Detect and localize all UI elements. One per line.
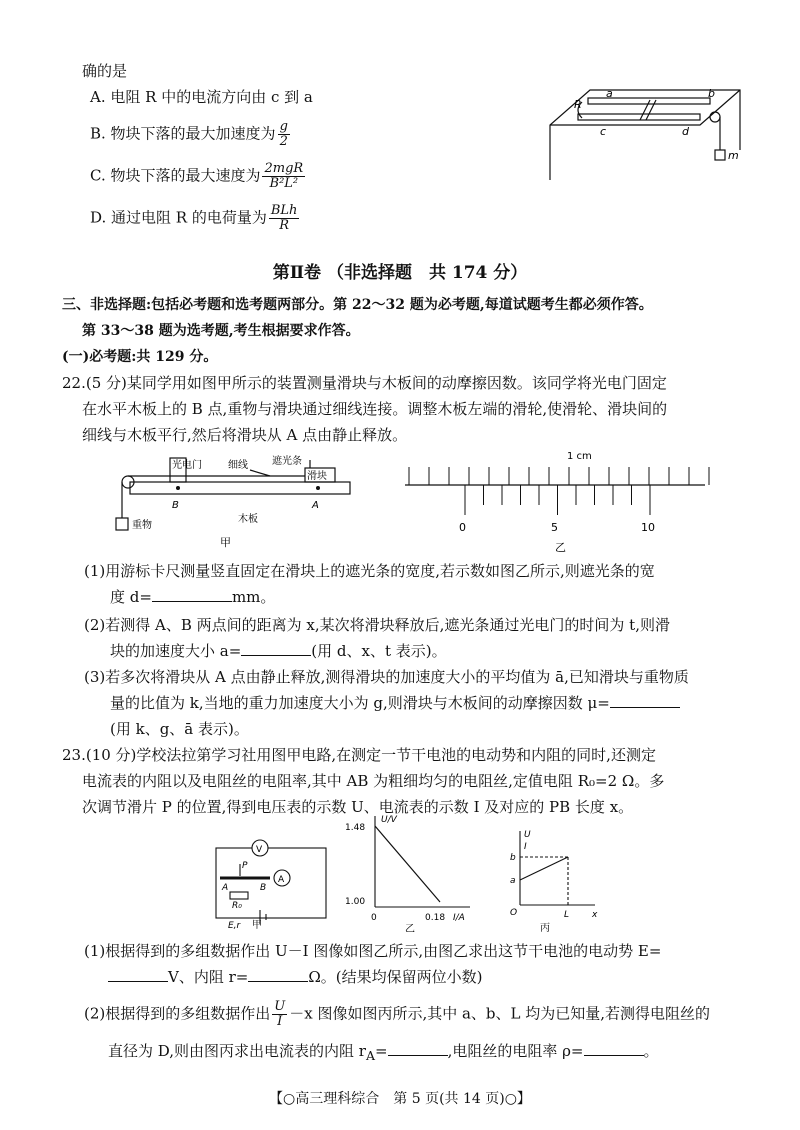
vernier-unit-label: 1 cm (567, 451, 592, 462)
q23-ui-graph (345, 812, 480, 932)
q21-option-d-text: D. 通过电阻 R 的电荷量为 (90, 208, 267, 227)
q21-option-b-text: B. 物块下落的最大加速度为 (90, 124, 276, 143)
ui-graph-line (375, 826, 440, 902)
q23-part2-text-4: ,电阻丝的电阻率 ρ= (447, 1042, 584, 1060)
point-a-dot (316, 486, 320, 490)
graph2-xlabel: I/A (453, 913, 465, 923)
vernier-label-5: 5 (551, 521, 558, 534)
answer-blank-d[interactable] (152, 601, 232, 602)
q22-part2-text: 块的加速度大小 a= (110, 642, 242, 660)
q21-option-d-fraction (269, 204, 300, 233)
label-weight: 重物 (132, 520, 152, 531)
q23-part2-equals: = (375, 1042, 388, 1060)
figure-caption-bing: 丙 (540, 923, 550, 934)
wire-label-A: A (222, 883, 229, 893)
fig-label-c: c (600, 125, 607, 138)
label-photogate: 光电门 (172, 460, 202, 471)
figure-caption-yi-2: 乙 (405, 924, 415, 932)
section-2-title: 第Ⅱ卷 （非选择题 共 174 分） (272, 263, 528, 283)
fraction-numerator: BLh (270, 203, 298, 218)
q23-part1-note: Ω。(结果均保留两位小数) (308, 968, 483, 986)
label-slider: 滑块 (307, 471, 327, 482)
q22-part3-line-1: (3)若多次将滑块从 A 点由静止释放,测得滑块的加速度大小的平均值为 ā,已知滑块与重物质 (84, 668, 689, 686)
graph2-origin-label: 0 (371, 913, 377, 923)
label-B: B (172, 500, 179, 511)
q21-option-b (90, 120, 292, 149)
q21-rails-figure (540, 80, 750, 190)
q22-part3-line-2 (110, 692, 680, 714)
fig-label-a: a (606, 87, 613, 100)
q23-part1-line-1: (1)根据得到的多组数据作出 U－I 图像如图乙所示,由图乙求出这节干电池的电动势 E= (84, 942, 662, 960)
q22-line-1: 22.(5 分)某同学用如图甲所示的装置测量滑块与木板间的动摩擦因数。该同学将光电门固定 (62, 374, 667, 392)
graph3-label-L: L (564, 910, 570, 920)
q22-part3-text: 量的比值为 k,当地的重力加速度大小为 g,则滑块与木板间的动摩擦因数 μ= (110, 694, 610, 712)
q21-option-c-text: C. 物块下落的最大速度为 (90, 166, 261, 185)
q22-line-3: 细线与木板平行,然后将滑块从 A 点由静止释放。 (82, 426, 408, 444)
fig-label-d: d (682, 125, 689, 138)
fraction-numerator: g (279, 119, 288, 134)
required-part-heading: (一)必考题:共 129 分。 (62, 349, 218, 365)
q23-part2-end: 。 (643, 1042, 659, 1060)
answer-blank-rho[interactable] (584, 1055, 644, 1056)
q23-part2-line-1 (84, 1000, 710, 1029)
subscript-A: A (365, 1048, 375, 1063)
figure-caption-jia: 甲 (220, 536, 231, 549)
label-string: 细线 (228, 460, 248, 471)
graph2-x-end-tick: 0.18 (425, 913, 446, 923)
graph2-ylabel: U/V (381, 815, 397, 825)
q22-part2-line-1: (2)若测得 A、B 两点间的距离为 x,某次将滑块释放后,遮光条通过光电门的时间为 t,则滑 (84, 616, 670, 634)
q23-part2-text: (2)根据得到的多组数据作出 (84, 1004, 271, 1023)
fraction-denominator: B²L² (269, 176, 299, 191)
fraction-denominator: R (279, 218, 290, 233)
q21-option-c-fraction (262, 162, 305, 191)
fraction-numerator: 2mgR (264, 161, 304, 176)
fig-label-m: m (728, 149, 739, 162)
ammeter-label: A (278, 875, 285, 885)
label-strip: 遮光条 (272, 456, 302, 467)
q22-vernier-figure (395, 445, 715, 555)
q21-option-b-fraction (278, 120, 290, 149)
q22-part1-text: 度 d= (110, 588, 152, 606)
fraction-denominator: 2 (279, 134, 288, 149)
graph3-origin: O (510, 908, 518, 918)
q23-line-3: 次调节滑片 P 的位置,得到电压表的示数 U、电流表的示数 I 及对应的 PB 长度 x。 (82, 798, 634, 816)
wire-label-B: B (260, 883, 267, 893)
figure-caption-yi: 乙 (555, 541, 566, 554)
q21-option-a: A. 电阻 R 中的电流方向由 c 到 a (90, 88, 313, 106)
q23-part2-fraction (272, 1000, 287, 1029)
fraction-denominator: I (277, 1014, 283, 1029)
q22-part2-note: (用 d、x、t 表示)。 (311, 642, 447, 660)
q22-part2-line-2 (110, 640, 447, 662)
label-A: A (312, 500, 319, 511)
q23-circuit-figure (210, 830, 340, 930)
q23-part1-line-2 (108, 966, 483, 988)
fraction-numerator: U (274, 999, 286, 1014)
q21-option-c (90, 162, 307, 191)
q22-part3-line-3: (用 k、g、ā 表示)。 (110, 720, 249, 738)
voltmeter-label: V (256, 845, 263, 855)
fig-label-b: b (708, 87, 715, 100)
answer-blank-a[interactable] (241, 655, 311, 656)
answer-blank-r[interactable] (248, 981, 308, 982)
page-footer: 【○高三理科综合 第 5 页(共 14 页)○】 (269, 1091, 531, 1107)
q22-part1-line-1: (1)用游标卡尺测量竖直固定在滑块上的遮光条的宽度,若示数如图乙所示,则遮光条的宽 (84, 562, 655, 580)
point-b-dot (176, 486, 180, 490)
section-2-instruction-1: 三、非选择题:包括必考题和选考题两部分。第 22～32 题为必考题,每道试题考生都必须作答。 (62, 297, 653, 313)
slider-label-P: P (242, 861, 248, 871)
resistor-label-R0: R₀ (232, 901, 242, 911)
vernier-label-10: 10 (641, 521, 655, 534)
q23-part2-text-3: 直径为 D,则由图丙求出电流表的内阻 r (108, 1042, 366, 1060)
graph3-label-b: b (510, 853, 516, 863)
section-2-instruction-2: 第 33～38 题为选考题,考生根据要求作答。 (82, 323, 360, 339)
answer-blank-mu[interactable] (610, 707, 680, 708)
graph3-ylabel-I: I (524, 842, 527, 852)
label-board: 木板 (238, 514, 258, 525)
q23-part2-line-2 (108, 1040, 659, 1067)
q22-line-2: 在水平木板上的 B 点,重物与滑块通过细线连接。调整木板左端的滑轮,使滑轮、滑块间的 (82, 400, 668, 418)
graph2-y-bottom-tick: 1.00 (345, 897, 366, 907)
graph3-ylabel-U: U (524, 830, 531, 840)
answer-blank-rA[interactable] (388, 1055, 448, 1056)
q23-line-2: 电流表的内阻以及电阻丝的电阻率,其中 AB 为粗细均匀的电阻丝,定值电阻 R₀=2 Ω。多 (82, 772, 665, 790)
q21-stem-tail: 确的是 (82, 62, 128, 80)
figure-caption-jia-2: 甲 (252, 920, 262, 930)
q21-option-d (90, 204, 301, 233)
q22-part1-unit: mm。 (231, 588, 276, 606)
q23-part2-text-2: －x 图像如图丙所示,其中 a、b、L 均为已知量,若测得电阻丝的 (289, 1004, 711, 1023)
q23-part1-text: V、内阻 r= (168, 968, 249, 986)
q23-line-1: 23.(10 分)学校法拉第学习社用图甲电路,在测定一节干电池的电动势和内阻的同时,还测定 (62, 746, 656, 764)
graph2-y-top-tick: 1.48 (345, 823, 366, 833)
q22-part1-line-2 (110, 586, 275, 608)
graph3-xlabel: x (592, 910, 598, 920)
answer-blank-E[interactable] (108, 981, 168, 982)
q23-ux-graph (500, 825, 610, 935)
vernier-label-0: 0 (459, 521, 466, 534)
graph3-label-a: a (510, 876, 516, 886)
battery-label: E,r (228, 921, 241, 930)
fig-label-R: R (574, 98, 582, 111)
q22-apparatus-figure (110, 450, 360, 550)
